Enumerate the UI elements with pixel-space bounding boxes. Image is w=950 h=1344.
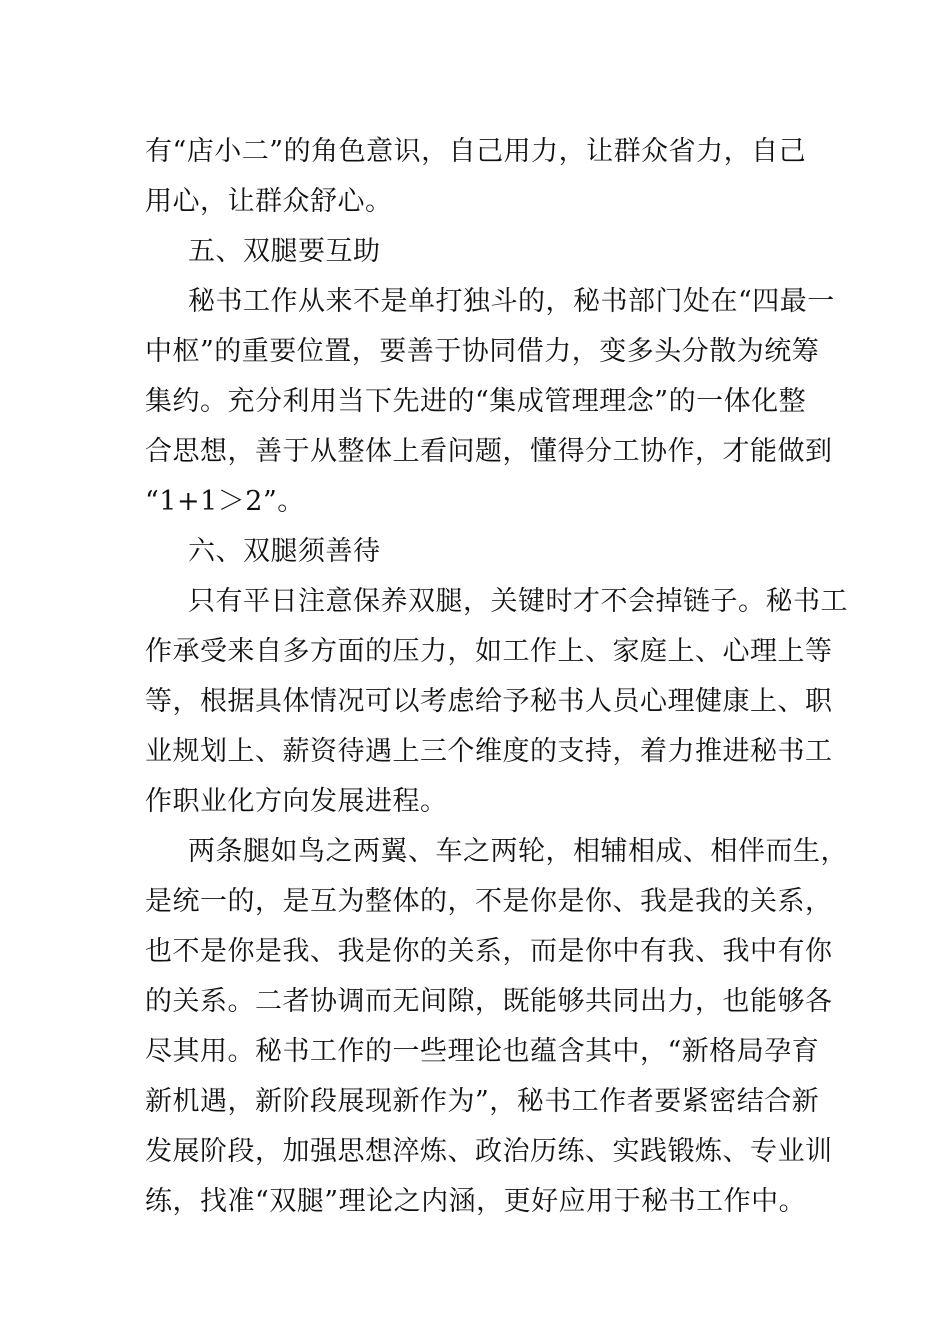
text-line-17: 也不是你是我、我是你的关系，而是你中有我、我中有你 [145,936,833,967]
text-line-16: 是统一的，是互为整体的，不是你是你、我是我的关系， [145,886,833,917]
text-line-15: 两条腿如鸟之两翼、车之两轮，相辅相成、相伴而生， [188,836,848,867]
text-line-14: 作职业化方向发展进程。 [145,786,448,817]
text-line-12: 等，根据具体情况可以考虑给予秘书人员心理健康上、职 [145,686,833,717]
text-line-4: 秘书工作从来不是单打独斗的，秘书部门处在“四最一 [188,286,835,317]
section-heading-6: 六、双腿须善待 [188,536,381,567]
text-line-22: 练，找准“双腿”理论之内涵，更好应用于秘书工作中。 [145,1186,807,1217]
text-line-2: 用心，让群众舒心。 [145,186,393,217]
text-line-13: 业规划上、薪资待遇上三个维度的支持，着力推进秘书工 [145,736,833,767]
text-line-19: 尽其用。秘书工作的一些理论也蕴含其中，“新格局孕育 [145,1036,820,1067]
text-line-8: “1+1＞2”。 [145,486,305,517]
text-line-5: 中枢”的重要位置，要善于协同借力，变多头分散为统筹 [145,336,820,367]
text-line-1: 有“店小二”的角色意识，自己用力，让群众省力，自己 [145,136,807,167]
text-line-10: 只有平日注意保养双腿，关键时才不会掉链子。秘书工 [188,586,848,617]
text-line-20: 新机遇，新阶段展现新作为”，秘书工作者要紧密结合新 [145,1086,820,1117]
text-line-18: 的关系。二者协调而无间隙，既能够共同出力，也能够各 [145,986,833,1017]
text-line-6: 集约。充分利用当下先进的“集成管理理念”的一体化整 [145,386,807,417]
text-line-7: 合思想，善于从整体上看问题，懂得分工协作，才能做到 [145,436,833,467]
text-line-11: 作承受来自多方面的压力，如工作上、家庭上、心理上等 [145,636,833,667]
section-heading-5: 五、双腿要互助 [188,236,381,267]
text-line-21: 发展阶段，加强思想淬炼、政治历练、实践锻炼、专业训 [145,1136,833,1167]
